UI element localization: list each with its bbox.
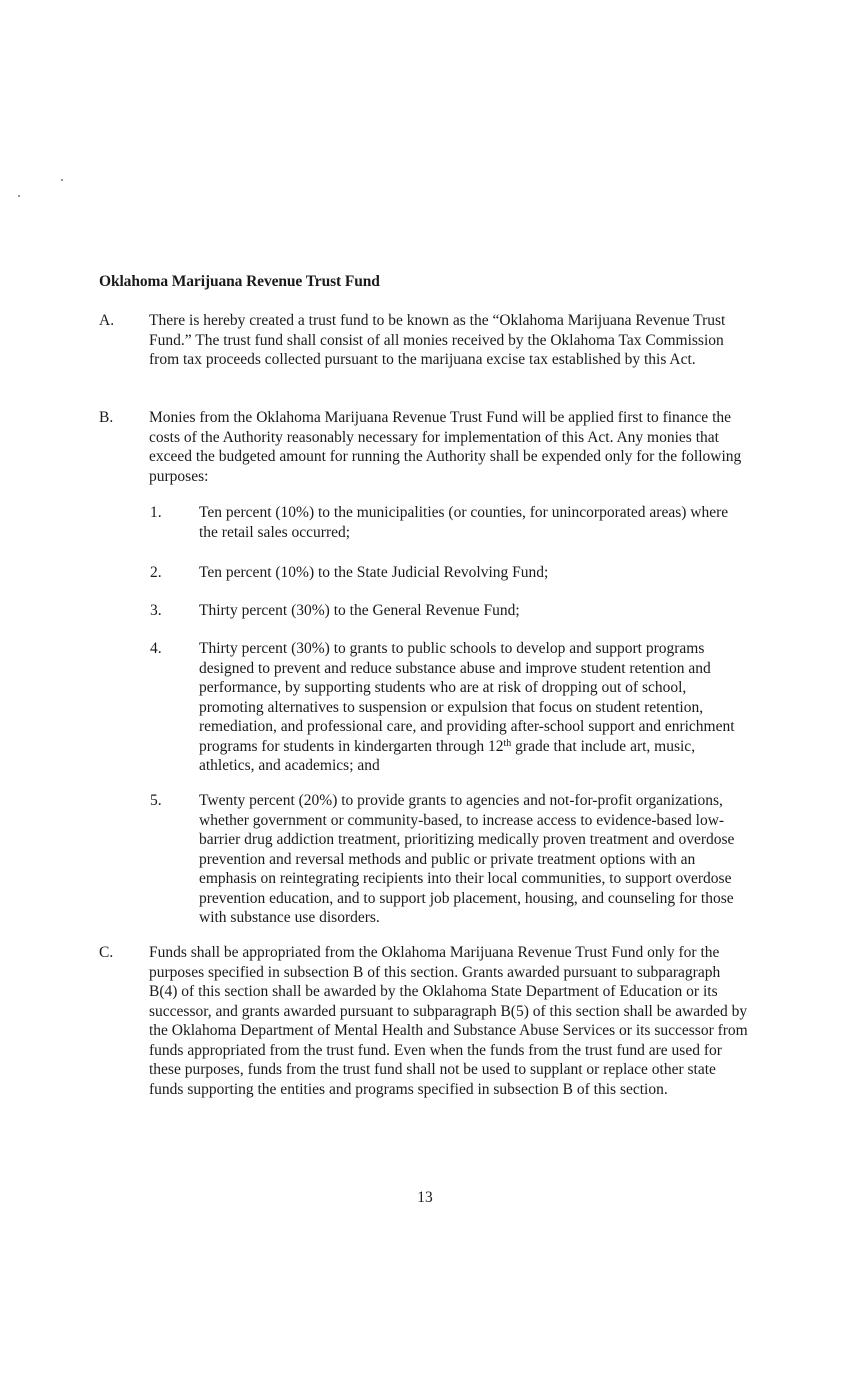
list-item-number: 1. xyxy=(150,504,162,521)
list-item-number: 5. xyxy=(150,792,162,809)
paragraph-text: Monies from the Oklahoma Marijuana Revenue Trust Fund will be applied first to finance the costs of the Authority reasonably necessary for implementation of this Act. Any monies that exceed the budgeted amount for running the Authority shall be expended only for the following purposes: xyxy=(149,409,742,485)
list-item-number: 3. xyxy=(150,602,162,619)
list-item-text: Ten percent (10%) to the State Judicial Revolving Fund; xyxy=(199,564,549,581)
list-item-text: Twenty percent (20%) to provide grants to agencies and not-for-profit organizations, whether government or community-based, to increase access to evidence-based low-barrier drug addiction treatment, prioritizing medically proven treatment and overdose prevention and reversal methods and public or private treatment options with an emphasis on reintegrating recipients into their local communities, to support overdose prevention education, and to support job placement, housing, and counseling for those with substance use disorders. xyxy=(199,792,735,926)
list-item-text-after: grade that include art, music, athletics, and academics; and xyxy=(199,737,696,774)
list-item-text-before: Thirty percent (30%) to grants to public schools to develop and support programs designed to prevent and reduce substance abuse and improve student retention and performance, by supporting students who are at risk of dropping out of school, promoting alternatives to suspension or expulsion that focus on student retention, remediation, and professional care, and providing after-school support and enrichment programs for students in kindergarten through 12 xyxy=(199,640,735,755)
scan-speck xyxy=(61,179,63,181)
paragraph-marker: A. xyxy=(99,312,115,329)
paragraph-text: Funds shall be appropriated from the Oklahoma Marijuana Revenue Trust Fund only for the purposes specified in subsection B of this section. Grants awarded pursuant to subparagraph B(4) of this section shall be awarded by the Oklahoma State Department of Education or its successor, and grants awarded pursuant to subparagraph B(5) of this section shall be awarded by the Oklahoma Department of Mental Health and Substance Abuse Services or its successor from funds appropriated from the trust fund. Even when the funds from the trust fund are used for these purposes, funds from the trust fund shall not be used to supplant or replace other state funds supporting the entities and programs specified in subsection B of this section. xyxy=(149,944,748,1098)
list-item-text: Thirty percent (30%) to the General Revenue Fund; xyxy=(199,602,520,619)
list-item-number: 2. xyxy=(150,564,162,581)
list-item-text xyxy=(199,639,749,776)
page-number: 13 xyxy=(417,1189,433,1206)
paragraph-marker: C. xyxy=(99,944,114,961)
paragraph-text: There is hereby created a trust fund to be known as the “Oklahoma Marijuana Revenue Trust Fund.” The trust fund shall consist of all monies received by the Oklahoma Tax Commission from tax proceeds collected pursuant to the marijuana excise tax established by this Act. xyxy=(149,312,726,368)
list-item-text: Ten percent (10%) to the municipalities (or counties, for unincorporated areas) where the retail sales occurred; xyxy=(199,504,729,541)
ordinal-suffix: th xyxy=(503,737,512,749)
scan-speck xyxy=(18,195,20,197)
section-heading: Oklahoma Marijuana Revenue Trust Fund xyxy=(99,273,380,290)
list-item-number: 4. xyxy=(150,640,162,657)
paragraph-marker: B. xyxy=(99,409,114,426)
